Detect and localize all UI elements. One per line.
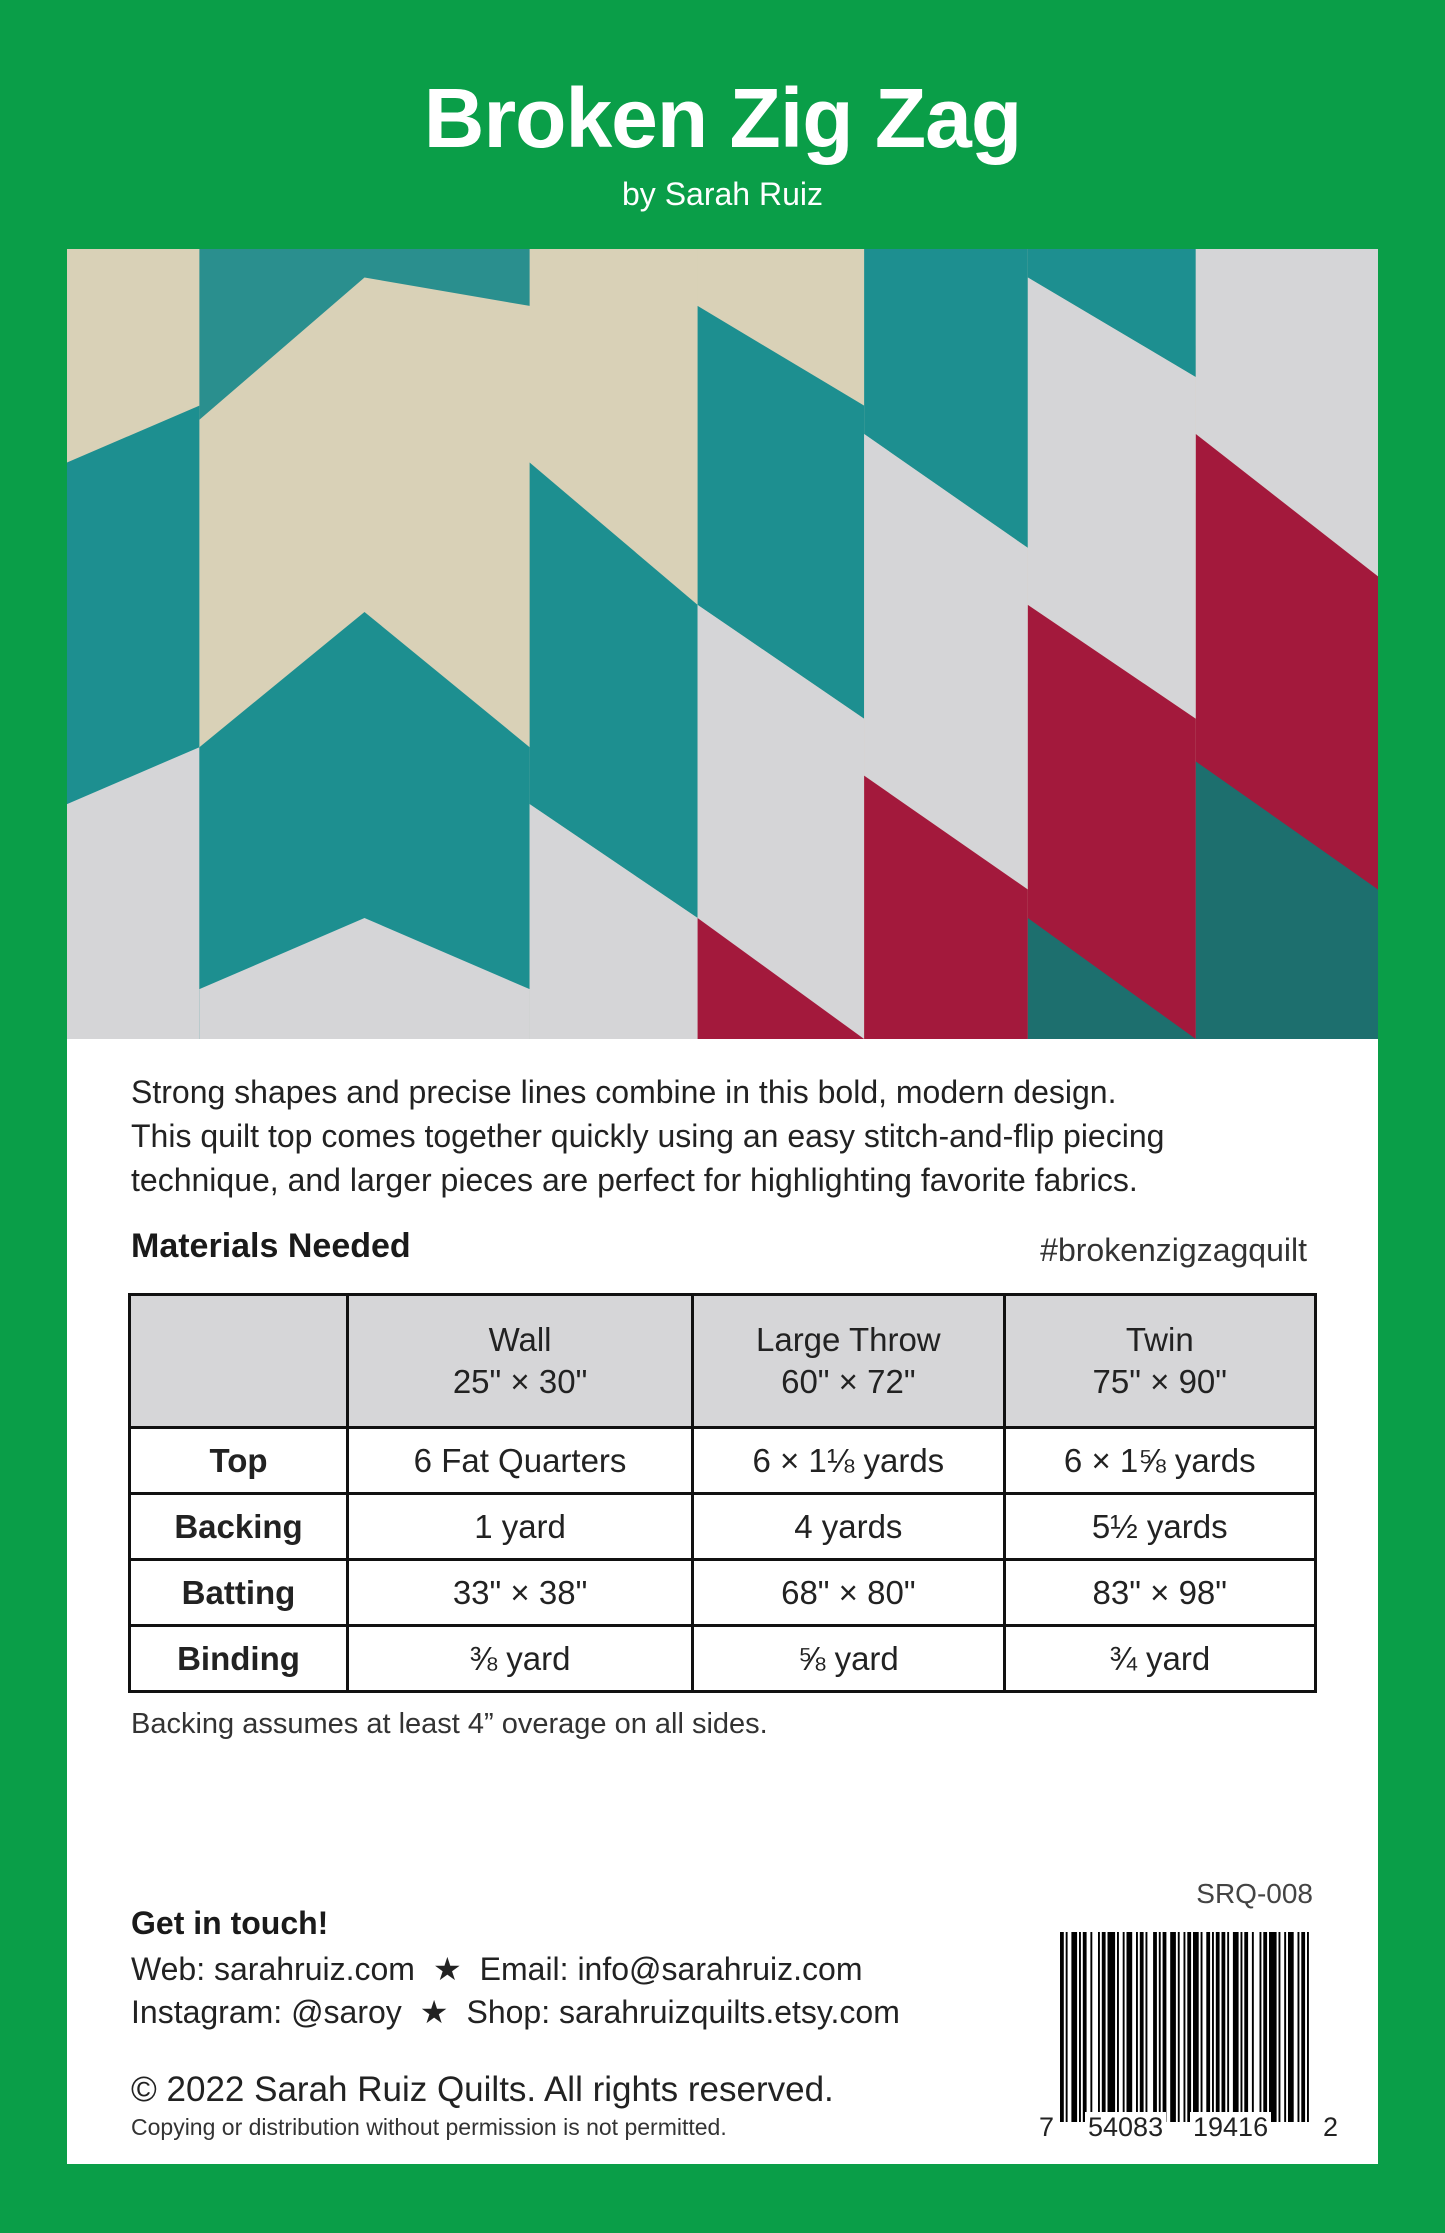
barcode-bar xyxy=(1136,1932,1138,2122)
barcode-bar xyxy=(1184,1932,1186,2122)
barcode-bar xyxy=(1098,1932,1100,2122)
barcode-bar xyxy=(1241,1932,1243,2122)
description-line: technique, and larger pieces are perfect for highlighting favorite fabrics. xyxy=(131,1162,1138,1198)
barcode-bar xyxy=(1108,1932,1116,2122)
barcode-bar xyxy=(1269,1932,1277,2122)
barcode-bar xyxy=(1307,1932,1309,2122)
size-name: Twin xyxy=(1125,1321,1194,1358)
header-wall xyxy=(348,1295,693,1428)
header-large-throw xyxy=(693,1295,1004,1428)
barcode-bar xyxy=(1153,1932,1157,2122)
email-link[interactable]: Email: info@sarahruiz.com xyxy=(479,1951,863,1987)
barcode-bar xyxy=(1117,1932,1119,2122)
barcode-bar xyxy=(1260,1932,1262,2122)
barcode-digits: 54083 xyxy=(1085,2112,1166,2143)
backing-note: Backing assumes at least 4” overage on all sides. xyxy=(131,1708,768,1740)
size-name: Wall xyxy=(488,1321,552,1358)
contact-heading: Get in touch! xyxy=(131,1905,329,1941)
barcode-digit: 2 xyxy=(1320,2112,1341,2143)
barcode-bar xyxy=(1193,1932,1199,2122)
barcode-bar xyxy=(1123,1932,1125,2122)
cell: 1 yard xyxy=(348,1494,693,1560)
row-label: Backing xyxy=(130,1494,348,1560)
cell: 83" × 98" xyxy=(1004,1560,1315,1626)
barcode-bar xyxy=(1170,1932,1176,2122)
cell: ¾ yard xyxy=(1004,1626,1315,1692)
barcode-digits: 19416 xyxy=(1190,2112,1271,2143)
star-icon: ★ xyxy=(432,1951,462,1987)
cell: 5½ yards xyxy=(1004,1494,1315,1560)
header-twin xyxy=(1004,1295,1315,1428)
barcode-bar xyxy=(1159,1932,1161,2122)
barcode-bar xyxy=(1206,1932,1210,2122)
description-line: This quilt top comes together quickly using an easy stitch-and-flip piecing xyxy=(131,1118,1165,1154)
barcode-bar xyxy=(1127,1932,1133,2122)
materials-table xyxy=(128,1293,1317,1693)
barcode-bar xyxy=(1288,1932,1294,2122)
table-row xyxy=(130,1494,1316,1560)
size-dims: 75" × 90" xyxy=(1092,1363,1227,1400)
pattern-title: Broken Zig Zag xyxy=(423,71,1022,165)
cell: 68" × 80" xyxy=(693,1560,1004,1626)
cell: ⅜ yard xyxy=(348,1626,693,1692)
table-row xyxy=(130,1428,1316,1494)
description-line: Strong shapes and precise lines combine in this bold, modern design. xyxy=(131,1074,1117,1110)
barcode-bar xyxy=(1102,1932,1106,2122)
size-name: Large Throw xyxy=(755,1321,941,1358)
cell: 6 × 1⅝ yards xyxy=(1004,1428,1315,1494)
barcode-bar xyxy=(1301,1932,1305,2122)
contact-line xyxy=(131,1993,900,2031)
barcode-bar xyxy=(1212,1932,1214,2122)
web-link[interactable]: Web: sarahruiz.com xyxy=(131,1951,415,1987)
table-header-row xyxy=(130,1295,1316,1428)
instagram-link[interactable]: Instagram: @saroy xyxy=(131,1994,402,2030)
sku-code: SRQ-008 xyxy=(1196,1878,1313,1909)
row-label: Top xyxy=(130,1428,348,1494)
barcode-bar xyxy=(1146,1932,1148,2122)
barcode xyxy=(1056,1932,1316,2122)
size-dims: 60" × 72" xyxy=(781,1363,916,1400)
cell: 33" × 38" xyxy=(348,1560,693,1626)
barcode-bar xyxy=(1233,1932,1239,2122)
barcode-bar xyxy=(1071,1932,1077,2122)
copyright: © 2022 Sarah Ruiz Quilts. All rights reserved. xyxy=(131,2070,834,2109)
barcode-bar xyxy=(1298,1932,1300,2122)
barcode-bar xyxy=(1279,1932,1281,2122)
materials-heading: Materials Needed xyxy=(131,1227,411,1265)
barcode-digit: 7 xyxy=(1036,2112,1057,2143)
barcode-bar xyxy=(1090,1932,1092,2122)
description xyxy=(131,1070,1331,1202)
hashtag: #brokenzigzagquilt xyxy=(1040,1232,1307,1268)
barcode-bar xyxy=(1187,1932,1191,2122)
barcode-bar xyxy=(1244,1932,1248,2122)
table-row xyxy=(130,1626,1316,1692)
row-label: Batting xyxy=(130,1560,348,1626)
barcode-bar xyxy=(1066,1932,1068,2122)
barcode-bar xyxy=(1216,1932,1220,2122)
copying-notice: Copying or distribution without permission is not permitted. xyxy=(131,2114,727,2140)
barcode-bar xyxy=(1079,1932,1081,2122)
barcode-bar xyxy=(1140,1932,1144,2122)
cell: 6 × 1⅛ yards xyxy=(693,1428,1004,1494)
barcode-bar xyxy=(1227,1932,1229,2122)
row-label: Binding xyxy=(130,1626,348,1692)
barcode-bar xyxy=(1163,1932,1167,2122)
size-dims: 25" × 30" xyxy=(452,1363,588,1400)
barcode-bar xyxy=(1083,1932,1087,2122)
shop-link[interactable]: Shop: sarahruizquilts.etsy.com xyxy=(466,1994,900,2030)
author-byline: by Sarah Ruiz xyxy=(622,176,823,212)
barcode-bar xyxy=(1060,1932,1064,2122)
header-empty xyxy=(130,1295,348,1428)
barcode-bar xyxy=(1284,1932,1286,2122)
barcode-bar xyxy=(1178,1932,1180,2122)
barcode-bar xyxy=(1252,1932,1254,2122)
barcode-bar xyxy=(1222,1932,1226,2122)
cell: ⅝ yard xyxy=(693,1626,1004,1692)
cell: 4 yards xyxy=(693,1494,1004,1560)
table-row xyxy=(130,1560,1316,1626)
contact-line xyxy=(131,1950,862,1988)
cell: 6 Fat Quarters xyxy=(348,1428,693,1494)
barcode-bar xyxy=(1201,1932,1203,2122)
barcode-bar xyxy=(1263,1932,1267,2122)
star-icon: ★ xyxy=(419,1994,449,2030)
quilt-photo xyxy=(67,249,1378,1039)
